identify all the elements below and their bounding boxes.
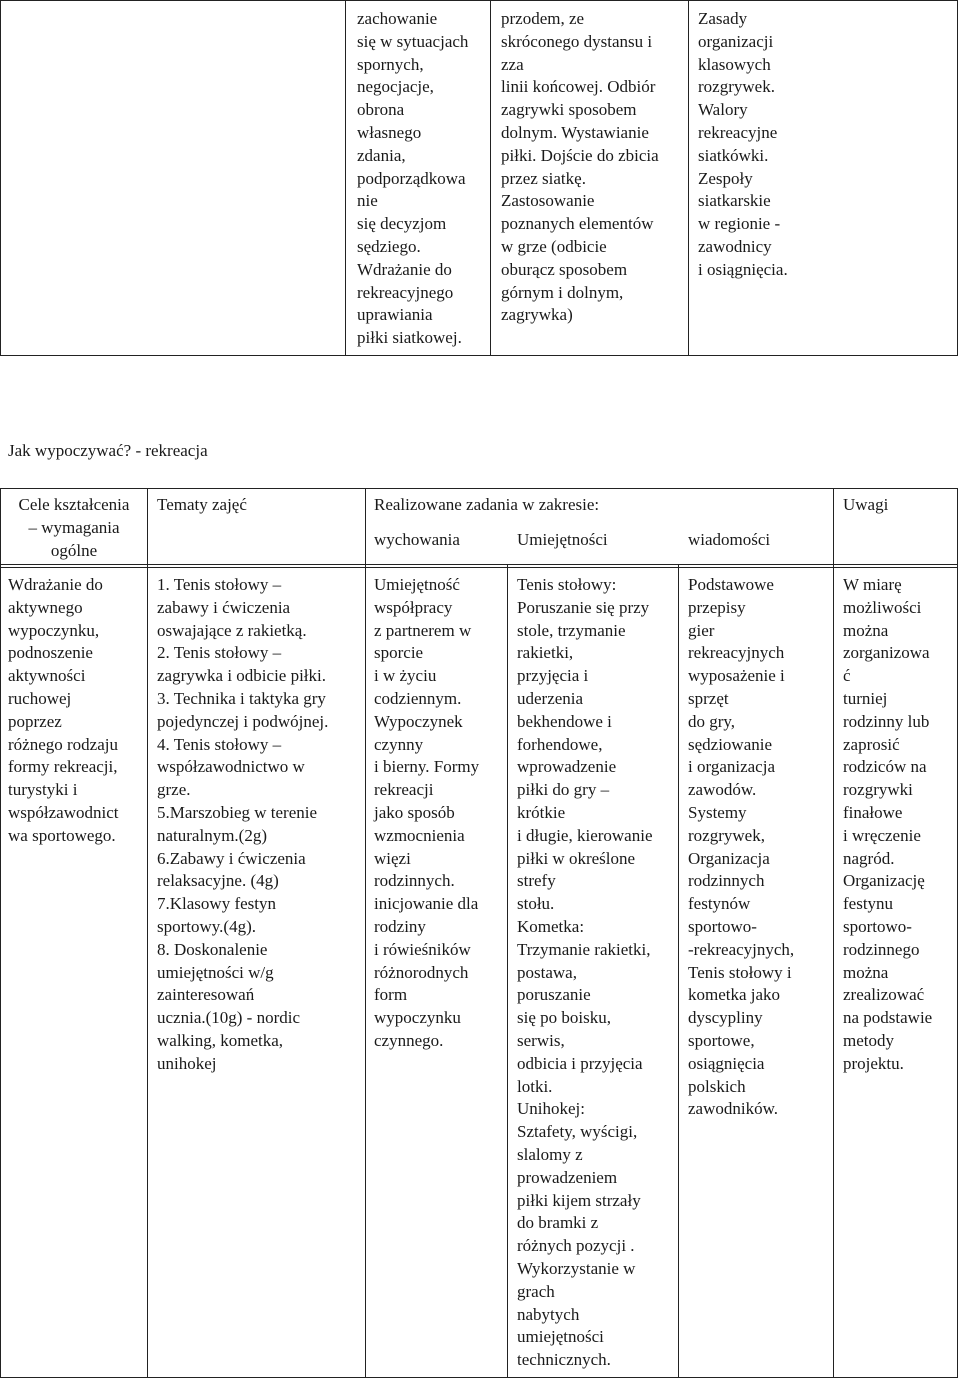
- cell-wychowania: Umiejętność współpracy z partnerem w sporcie i w życiu codziennym. Wypoczynek czynny i bierny. Formy rekreacji jako sposób wzmocnienia więzi rodzinnych. inicjowanie dla rodziny i rówieśników różnorodnych form wypoczynku czynnego.: [374, 575, 480, 1050]
- header-wychowania: wychowania: [374, 530, 460, 549]
- cell-cele: Wdrażanie do aktywnego wypoczynku, podnoszenie aktywności ruchowej poprzez różnego rodzaju formy rekreacji, turystyki i współzawodnict wa sportowego.: [8, 575, 119, 845]
- header-uwagi: Uwagi: [843, 495, 889, 514]
- header-wiadomosci: wiadomości: [688, 530, 771, 549]
- header-umiejetnosci: Umiejętności: [517, 530, 608, 549]
- section-title: Jak wypoczywać? - rekreacja: [8, 441, 208, 460]
- cell-uwagi: W miarę możliwości można zorganizowa ć turniej rodzinny lub zaprosić rodziców na rozgrywki finałowe i wręczenie nagród. Organizację festynu sportowo- rodzinnego można zrealizować na podstawie metody projektu.: [843, 575, 933, 1073]
- top-cell-skills: przodem, ze skróconego dystansu i zza linii końcowej. Odbiór zagrywki sposobem dolnym. Wystawianie piłki. Dojście do zbicia przez siatkę. Zastosowanie poznanych elementów w grze (odbicie oburącz sposobem górnym i dolnym, zagrywka): [501, 9, 659, 325]
- top-cell-behaviour: zachowanie się w sytuacjach spornych, negocjacje, obrona własnego zdania, podporządkowa nie się decyzjom sędziego. Wdrażanie do rekreacyjnego uprawiania piłki siatkowej.: [357, 9, 469, 348]
- cell-umiejetnosci: Tenis stołowy: Poruszanie się przy stole, trzymanie rakietki, przyjęcia i uderzenia bekhendowe i forhendowe, wprowadzenie piłki do gry – krótkie i długie, kierowanie piłki w określone strefy stołu. Kometka: Trzymanie rakietki, postawa, poruszanie się po boisku, serwis, odbicia i przyjęcia lotki. Unihokej: Sztafety, wyścigi, slalomy z prowadzeniem piłki kijem strzały do bramki z różnych pozycji . Wykorzystanie w grach nabytych umiejętności technicznych.: [517, 575, 653, 1370]
- top-cell-knowledge: Zasady organizacji klasowych rozgrywek. Walory rekreacyjne siatkówki. Zespoły siatkarskie w regionie - zawodnicy i osiągnięcia.: [698, 9, 788, 279]
- header-realizowane: Realizowane zadania w zakresie:: [374, 495, 600, 514]
- cell-wiadomosci: Podstawowe przepisy gier rekreacyjnych wyposażenie i sprzęt do gry, sędziowanie i organizacja zawodów. Systemy rozgrywek, Organizacja rodzinnych festynów sportowo- -rekreacyjnych, Tenis stołowy i kometka jako dyscypliny sportowe, osiągnięcia polskich zawodników.: [688, 575, 795, 1119]
- cell-tematy: 1. Tenis stołowy – zabawy i ćwiczenia oswajające z rakietką. 2. Tenis stołowy – zagrywka i odbicie piłki. 3. Technika i taktyka gry pojedynczej i podwójnej. 4. Tenis stołowy – współzawodnictwo w grze. 5.Marszobieg w terenie naturalnym.(2g) 6.Zabawy i ćwiczenia relaksacyjne. (4g) 7.Klasowy festyn sportowy.(4g). 8. Doskonalenie umiejętności w/g zainteresowań ucznia.(10g) - nordic walking, kometka, unihokej: [157, 575, 329, 1073]
- header-cele: Cele kształcenia – wymagania ogólne: [18, 495, 130, 560]
- header-tematy: Tematy zajęć: [157, 495, 247, 514]
